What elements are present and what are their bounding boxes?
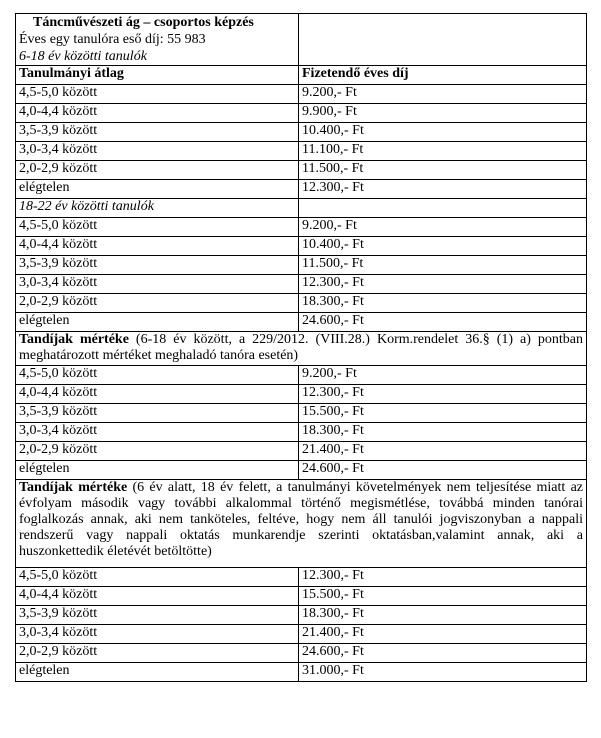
table-row xyxy=(16,313,587,332)
table-row xyxy=(16,142,587,161)
table-row xyxy=(16,423,587,442)
table-row xyxy=(16,385,587,404)
average-cell: elégtelen xyxy=(16,461,299,480)
table-row xyxy=(16,366,587,385)
fee-cell: 12.300,- Ft xyxy=(299,275,587,294)
average-cell: 3,5-3,9 között xyxy=(16,123,299,142)
average-cell: 4,0-4,4 között xyxy=(16,104,299,123)
table-row xyxy=(16,237,587,256)
table-row xyxy=(16,606,587,625)
empty-cell xyxy=(299,199,587,218)
age-group-label: 6-18 év közötti tanulók xyxy=(19,49,147,64)
section-label: Tandíjak mértéke xyxy=(19,480,128,495)
fee-cell: 18.300,- Ft xyxy=(299,423,587,442)
fee-cell: 15.500,- Ft xyxy=(299,404,587,423)
table-row xyxy=(16,404,587,423)
average-cell: 3,0-3,4 között xyxy=(16,625,299,644)
section-description xyxy=(16,332,587,366)
average-cell: 4,5-5,0 között xyxy=(16,568,299,587)
average-cell: 4,5-5,0 között xyxy=(16,366,299,385)
header-cell xyxy=(16,14,299,66)
age-group-label: 18-22 év közötti tanulók xyxy=(16,199,299,218)
section-description xyxy=(16,480,587,568)
average-cell: 2,0-2,9 között xyxy=(16,644,299,663)
average-cell: 3,5-3,9 között xyxy=(16,256,299,275)
average-cell: 3,5-3,9 között xyxy=(16,606,299,625)
fee-cell: 12.300,- Ft xyxy=(299,180,587,199)
average-cell: elégtelen xyxy=(16,313,299,332)
table-row xyxy=(16,123,587,142)
table-row xyxy=(16,461,587,480)
average-cell: 4,5-5,0 között xyxy=(16,85,299,104)
table-row xyxy=(16,663,587,682)
table-row xyxy=(16,161,587,180)
table-row xyxy=(16,294,587,313)
table-row xyxy=(16,218,587,237)
average-cell: 3,0-3,4 között xyxy=(16,275,299,294)
fee-cell: 12.300,- Ft xyxy=(299,385,587,404)
fee-cell: 11.500,- Ft xyxy=(299,256,587,275)
fee-cell: 15.500,- Ft xyxy=(299,587,587,606)
average-cell: 4,5-5,0 között xyxy=(16,218,299,237)
section-label: Tandíjak mértéke xyxy=(19,332,129,347)
fee-cell: 18.300,- Ft xyxy=(299,606,587,625)
average-cell: 4,0-4,4 között xyxy=(16,385,299,404)
column-header-fee: Fizetendő éves díj xyxy=(299,66,587,85)
table-row xyxy=(16,442,587,461)
table-row xyxy=(16,625,587,644)
table-row xyxy=(16,568,587,587)
table-row xyxy=(16,85,587,104)
fee-cell: 9.200,- Ft xyxy=(299,218,587,237)
average-cell: 4,0-4,4 között xyxy=(16,587,299,606)
table-row xyxy=(16,104,587,123)
fee-line: Éves egy tanulóra eső díj: 55 983 xyxy=(19,32,206,47)
fee-cell: 9.200,- Ft xyxy=(299,85,587,104)
fee-cell: 21.400,- Ft xyxy=(299,625,587,644)
table-row xyxy=(16,256,587,275)
fee-cell: 11.500,- Ft xyxy=(299,161,587,180)
fee-cell: 9.200,- Ft xyxy=(299,366,587,385)
section-header-row xyxy=(16,332,587,366)
average-cell: 3,0-3,4 között xyxy=(16,423,299,442)
average-cell: 2,0-2,9 között xyxy=(16,161,299,180)
header-empty-cell xyxy=(299,14,587,66)
fee-cell: 9.900,- Ft xyxy=(299,104,587,123)
fee-cell: 12.300,- Ft xyxy=(299,568,587,587)
column-header-row xyxy=(16,66,587,85)
average-cell: 2,0-2,9 között xyxy=(16,442,299,461)
fee-cell: 10.400,- Ft xyxy=(299,237,587,256)
section-text: (6 év alatt, 18 év felett, a tanulmányi követelmények nem teljesítése miatt az évfolyam második vagy további alkalommal történő megismétlése, továbbá minden tanórai foglalkozás annak, aki nem tanköteles, feltéve, hogy nem áll tanulói jogviszonyban a nappali rendszerű vagy nappali oktatás munkarendje szerinti oktatásban,valamint annak, aki a huszonkettedik életévét betöltötte) xyxy=(19,480,583,559)
fee-cell: 10.400,- Ft xyxy=(299,123,587,142)
table-row xyxy=(16,644,587,663)
average-cell: elégtelen xyxy=(16,663,299,682)
fee-table xyxy=(15,13,587,682)
fee-cell: 18.300,- Ft xyxy=(299,294,587,313)
fee-cell: 11.100,- Ft xyxy=(299,142,587,161)
average-cell: 3,0-3,4 között xyxy=(16,142,299,161)
average-cell: elégtelen xyxy=(16,180,299,199)
fee-cell: 24.600,- Ft xyxy=(299,461,587,480)
table-row xyxy=(16,587,587,606)
fee-cell: 31.000,- Ft xyxy=(299,663,587,682)
average-cell: 2,0-2,9 között xyxy=(16,294,299,313)
section-title: Táncművészeti ág – csoportos képzés xyxy=(33,15,254,30)
average-cell: 3,5-3,9 között xyxy=(16,404,299,423)
column-header-average: Tanulmányi átlag xyxy=(16,66,299,85)
fee-cell: 24.600,- Ft xyxy=(299,313,587,332)
section-header-row xyxy=(16,480,587,568)
fee-cell: 21.400,- Ft xyxy=(299,442,587,461)
table-row xyxy=(16,275,587,294)
average-cell: 4,0-4,4 között xyxy=(16,237,299,256)
header-row xyxy=(16,14,587,66)
table-row xyxy=(16,180,587,199)
age-group-row xyxy=(16,199,587,218)
fee-cell: 24.600,- Ft xyxy=(299,644,587,663)
section-text: (6-18 év között, a 229/2012. (VIII.28.) Korm.rendelet 36.§ (1) a) pontban meghatározott mértéket meghaladó tanóra esetén) xyxy=(19,332,583,363)
